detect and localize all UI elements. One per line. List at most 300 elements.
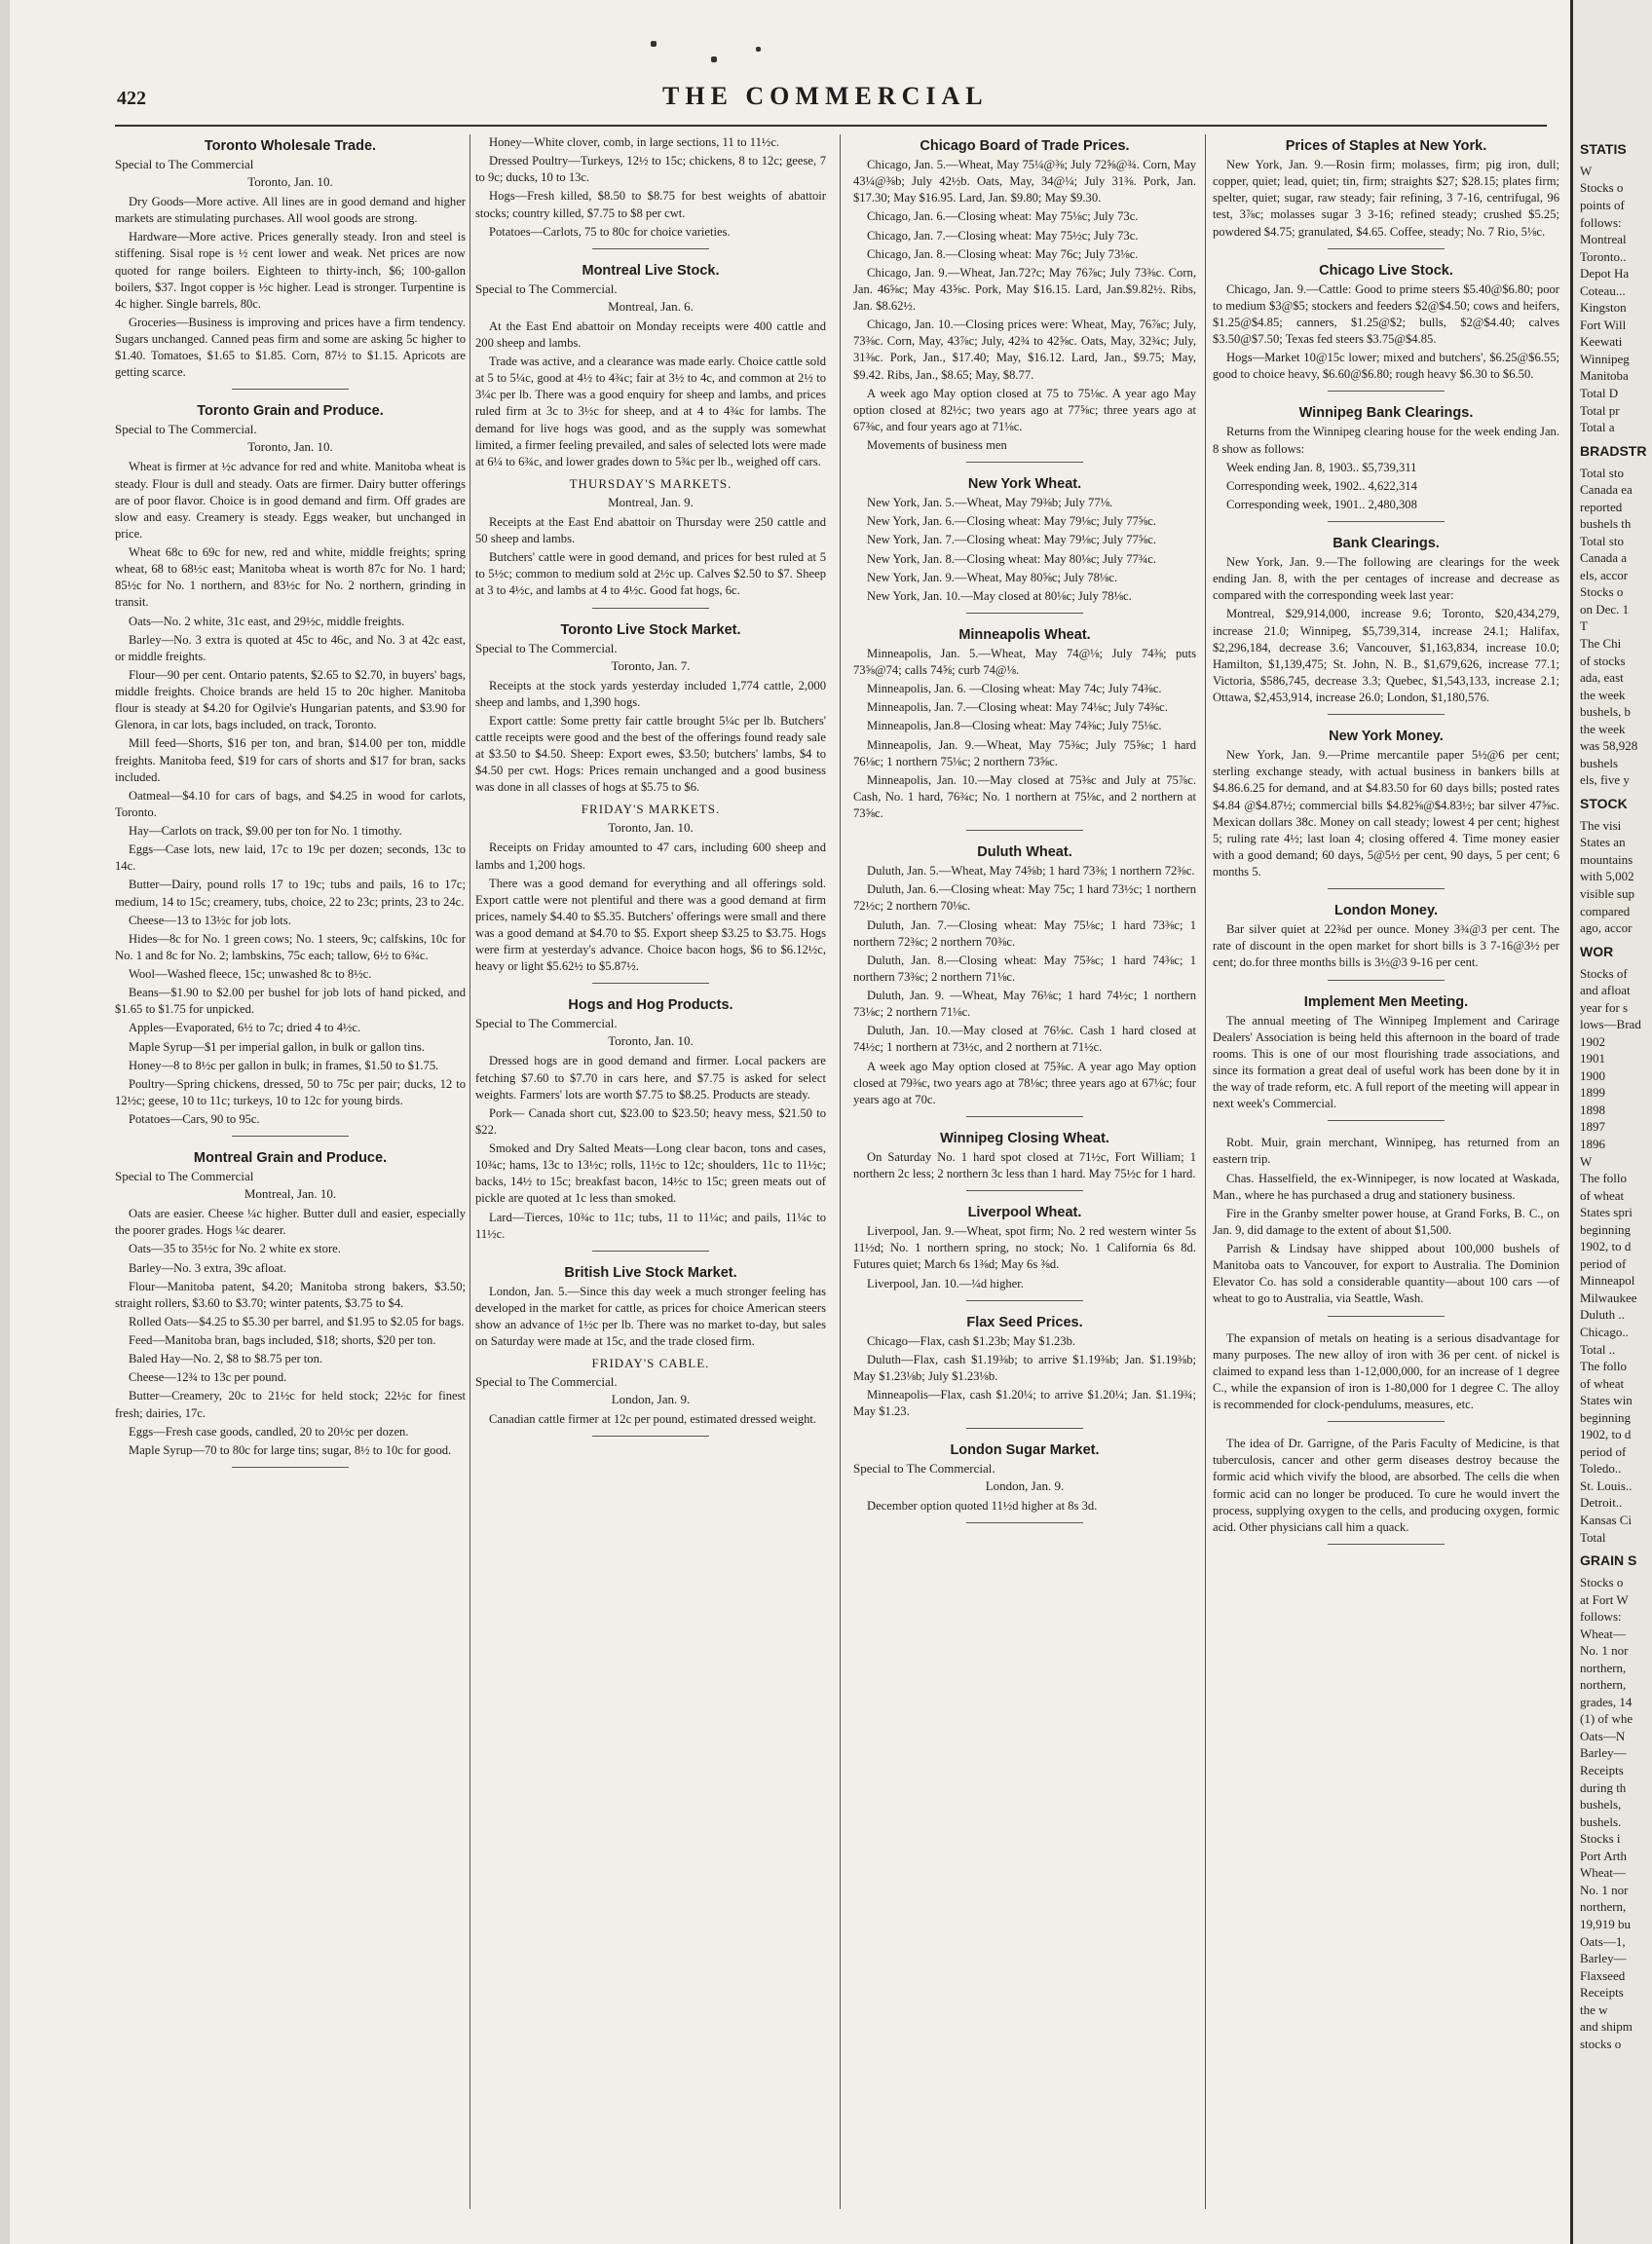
article-paragraph: Oats—No. 2 white, 31c east, and 29½c, middle freights. [129, 614, 405, 628]
column-divider [840, 134, 841, 2209]
article-paragraph: Hogs—Market 10@15c lower; mixed and butchers', $6.25@$6.55; good to choice heavy, $6.60@$6.80; rough heavy $6.30 to $6.50. [1213, 351, 1559, 382]
article-end-rule [966, 1522, 1083, 1523]
article-byline: Special to The Commercial. [475, 1374, 618, 1390]
column-divider [469, 134, 470, 2209]
article-paragraph: Potatoes—Cars, 90 to 95c. [129, 1112, 260, 1126]
header-rule [115, 125, 1547, 127]
next-page-text-fragment: Stocks i [1580, 1831, 1621, 1847]
article-paragraph: Chas. Hasselfield, the ex-Winnipeger, is now located at Waskada, Man., where he has purchased a drug and stationery business. [1213, 1171, 1559, 1202]
article-end-rule [592, 1251, 709, 1252]
article-paragraph: Dry Goods—More active. All lines are in good demand and higher markets are stimulating purchases. All wool goods are strong. [115, 195, 466, 226]
article [1213, 1330, 1559, 1423]
article-title: Winnipeg Closing Wheat. [940, 1130, 1109, 1146]
next-page-fragment-column [1580, 134, 1652, 2209]
next-page-text-fragment: Total a [1580, 420, 1615, 435]
article-paragraph: Fire in the Granby smelter power house, at Grand Forks, B. C., on Jan. 9, did damage to the extent of about $1,500. [1213, 1206, 1559, 1237]
article-paragraph: Minneapolis, Jan. 9.—Wheat, May 75⅜c; July 75⅝c; 1 hard 76⅛c; 1 northern 75⅛c; 2 northern 73⅝c. [853, 737, 1196, 768]
article-paragraph: Minneapolis, Jan. 5.—Wheat, May 74@⅛; July 74⅜; puts 73⅝@74; calls 74⅝; curb 74@⅛. [853, 646, 1196, 677]
article-paragraph: Parrish & Lindsay have shipped about 100,000 bushels of Manitoba oats to Vancouver, for export to Australia. The Dominion Elevator Co. has sold a considerable quantity—about 100 cars —of wheat to go to Australia, via Seattle, Wash. [1213, 1242, 1559, 1306]
article-end-rule [232, 1467, 349, 1468]
next-page-text-fragment: on Dec. 1 [1580, 601, 1630, 617]
binding-mark [651, 41, 657, 47]
next-page-text-fragment: follows: [1580, 1609, 1622, 1625]
next-page-text-fragment: The follo [1580, 1171, 1628, 1186]
next-page-text-fragment: the week [1580, 721, 1626, 736]
next-page-text-fragment: Barley— [1580, 1745, 1627, 1761]
article-paragraph: Week ending Jan. 8, 1903.. $5,739,311 [1226, 460, 1417, 474]
next-page-text-fragment: was 58,928 [1580, 738, 1638, 754]
article-dateline: Toronto, Jan. 10. [608, 1033, 694, 1049]
article-dateline: Toronto, Jan. 10. [247, 439, 333, 455]
article-paragraph: Duluth, Jan. 10.—May closed at 76⅛c. Cash 1 hard closed at 74½c; 1 northern at 73½c, and 2 northern at 71½c. [853, 1024, 1196, 1055]
article-paragraph: Duluth, Jan. 5.—Wheat, May 74⅝b; 1 hard 73⅜; 1 northern 72⅜c. [867, 864, 1195, 879]
next-page-text-fragment: Winnipeg [1580, 351, 1630, 366]
article-paragraph: New York, Jan. 9.—The following are clearings for the week ending Jan. 8, with the per centages of increase and decrease as compared with the corresponding week last year: [1213, 555, 1559, 603]
next-page-text-fragment: bushels. [1580, 1814, 1622, 1829]
next-page-text-fragment: grades, 14 [1580, 1694, 1633, 1709]
article-dateline: Montreal, Jan. 9. [608, 494, 694, 509]
article-paragraph: Poultry—Spring chickens, dressed, 50 to 75c per pair; ducks, 12 to 12½c; geese, 10 to 11c; turkeys, 10 to 12c for young birds. [115, 1076, 466, 1107]
next-page-text-fragment: bushels [1580, 755, 1618, 770]
next-page-text-fragment: States win [1580, 1393, 1633, 1408]
article-end-rule [232, 389, 349, 390]
article-paragraph: Hides—8c for No. 1 green cows; No. 1 steers, 9c; calfskins, 10c for No. 1 and 8c for No. 2; lambskins, 75c each; tallow, 6½ to 6¾c. [115, 931, 466, 962]
article-end-rule [966, 1300, 1083, 1301]
next-page-text-fragment: beginning [1580, 1221, 1631, 1237]
article-end-rule [1328, 521, 1445, 522]
article-title: Winnipeg Bank Clearings. [1298, 405, 1474, 422]
article [853, 1442, 1196, 1523]
article-end-rule [966, 1116, 1083, 1117]
next-page-text-fragment: and shipm [1580, 2019, 1633, 2035]
next-page-text-fragment: W [1580, 163, 1593, 178]
article-paragraph: Maple Syrup—70 to 80c for large tins; sugar, 8½ to 10c for good. [129, 1442, 452, 1457]
article-paragraph: Honey—White clover, comb, in large sections, 11 to 11½c. [489, 135, 780, 149]
article [115, 1150, 466, 1468]
next-page-text-fragment: Toledo.. [1580, 1461, 1622, 1477]
article [853, 844, 1196, 1117]
article-paragraph: Butter—Creamery, 20c to 21½c for held stock; 22½c for finest fresh; dairies, 17c. [115, 1389, 466, 1420]
article-paragraph: Beans—$1.90 to $2.00 per bushel for job lots of hand picked, and $1.65 to $1.75 for unpicked. [115, 986, 466, 1017]
article-end-rule [966, 462, 1083, 463]
next-page-text-fragment: visible sup [1580, 886, 1634, 901]
next-page-text-fragment: Toronto.. [1580, 248, 1627, 264]
article-paragraph: Chicago, Jan. 9.—Wheat, Jan.72?c; May 76⅞c; July 73⅜c. Corn, Jan. 46⅝c; May 43⅝c. Pork, May $16.15. Lard, Jan.$9.82½. Ribs, Jan. $8.62½. [853, 265, 1196, 313]
next-page-text-fragment: Milwaukee [1580, 1290, 1637, 1305]
article-paragraph: Oats—35 to 35½c for No. 2 white ex store. [129, 1242, 341, 1256]
article-paragraph: New York, Jan. 9.—Prime mercantile paper 5½@6 per cent; sterling exchange steady, with actual business in bankers bills at $4.86.6.25 for demand, and at $4.83.50 for 60 days bills; posted rates $4.84 @$4.87½; commercial bills $4.82⅝@$4.83½; bar silver 47⅝c. Mexican dollars 38c. Money on call steady; lowest 4 per cent; highest 5; ruling rate 4½; last loan 4; closing offered 4. Time money easier with a good demand; 60 days, 5@5½ per cent, 90 days, 5 per cent; 6 months 5. [1213, 748, 1559, 879]
next-page-text-fragment: W [1580, 1153, 1593, 1169]
article-paragraph: Receipts at the East End abattoir on Thursday were 250 cattle and 50 sheep and lambs. [475, 514, 826, 545]
article-end-rule [1328, 248, 1445, 249]
column-3 [853, 134, 1196, 2209]
article-subhead: THURSDAY'S MARKETS. [569, 475, 732, 491]
article-paragraph: Export cattle: Some pretty fair cattle brought 5¼c per lb. Butchers' cattle receipts were good and the best of the offerings found ready sale at $3.50 to $4.50. Sheep: Export ewes, $3.50; butchers' lambs, $4 to $4.50 per cwt. Hogs: Prices remain unchanged and a good business was done in all classes of hogs at $5.75 to $6. [475, 713, 826, 795]
article-paragraph: Potatoes—Carlots, 75 to 80c for choice varieties. [489, 224, 731, 239]
page-title: THE COMMERCIAL [662, 82, 989, 110]
next-page-text-fragment: bushels th [1580, 516, 1632, 532]
article-paragraph: Lard—Tierces, 10¾c to 11c; tubs, 11 to 11¼c; and pails, 11¼c to 11½c. [475, 1210, 826, 1241]
article-byline: Special to The Commercial. [853, 1461, 995, 1477]
article-dateline: Toronto, Jan. 7. [611, 657, 691, 673]
binding-mark [756, 47, 761, 52]
article-paragraph: Baled Hay—No. 2, $8 to $8.75 per ton. [129, 1352, 323, 1366]
next-page-text-fragment: Coteau... [1580, 282, 1626, 298]
next-page-text-fragment: 1899 [1580, 1085, 1605, 1101]
article-paragraph: Dressed Poultry—Turkeys, 12½ to 15c; chickens, 8 to 12c; geese, 7 to 9c; ducks, 10 to 13c. [475, 154, 826, 185]
article-paragraph: At the East End abattoir on Monday receipts were 400 cattle and 200 sheep and lambs. [475, 318, 826, 350]
page-header [117, 82, 1539, 121]
article-end-rule [1328, 391, 1445, 392]
next-page-text-fragment: GRAIN S [1580, 1552, 1637, 1569]
article-dateline: Toronto, Jan. 10. [608, 820, 694, 836]
next-page-text-fragment: The follo [1580, 1359, 1628, 1374]
next-page-text-fragment: STATIS [1580, 141, 1627, 157]
article-title: Toronto Wholesale Trade. [204, 138, 377, 154]
next-page-text-fragment: during th [1580, 1779, 1627, 1795]
article-paragraph: Dressed hogs are in good demand and firmer. Local packers are fetching $7.60 to $7.70 in cars here, and $7.75 is asked for select weights. Farmers' lots are worth $7.75 to $8.25. Products are steady. [475, 1054, 826, 1102]
article-paragraph: Chicago, Jan. 6.—Closing wheat: May 75⅛c; July 73c. [867, 209, 1139, 224]
next-page-text-fragment: Minneapol [1580, 1273, 1635, 1289]
article-title: Chicago Live Stock. [1319, 262, 1453, 279]
next-page-text-fragment: Montreal [1580, 232, 1627, 247]
article-paragraph: Mill feed—Shorts, $16 per ton, and bran, $14.00 per ton, middle freights. Manitoba feed, $19 for cars of shorts and $17 for bran, sacks included. [115, 736, 466, 784]
article-paragraph: Robt. Muir, grain merchant, Winnipeg, has returned from an eastern trip. [1213, 1136, 1559, 1167]
article-paragraph: Oatmeal—$4.10 for cars of bags, and $4.25 in wood for carlots, Toronto. [115, 788, 466, 819]
article-end-rule [966, 1428, 1083, 1429]
article-paragraph: Bar silver quiet at 22⅜d per ounce. Money 3¾@3 per cent. The rate of discount in the open market for short bills is 3 7-16@3½ per cent; do.for three months bills is 3½@3 9-16 per cent. [1213, 922, 1559, 970]
article-paragraph: Eggs—Case lots, new laid, 17c to 19c per dozen; seconds, 13c to 14c. [115, 842, 466, 874]
article-paragraph: There was a good demand for everything and all offerings sold. Export cattle were not plentiful and there was a good demand at firm prices, namely $4.40 to $5.35. Butchers' offerings were small and there was a good demand at $4.70 to $5. Export sheep $3.25 to $3.75. Hogs were firm at yesterday's advance. Choice bacon hogs, $6 to $6.12½c, heavy or light $5.62½ to $5.87½. [475, 876, 826, 974]
article-paragraph: Eggs—Fresh case goods, candled, 20 to 20½c per dozen. [129, 1424, 409, 1439]
article-title: London Money. [1333, 903, 1439, 919]
article-end-rule [1328, 1421, 1445, 1422]
next-page-text-fragment: 19,919 bu [1580, 1916, 1631, 1931]
next-page-text-fragment: St. Louis.. [1580, 1477, 1633, 1493]
article-end-rule [1328, 1544, 1445, 1545]
article-paragraph: December option quoted 11½d higher at 8s 3d. [867, 1499, 1098, 1514]
next-page-text-fragment: northern, [1580, 1660, 1627, 1675]
next-page-text-fragment: Stocks o [1580, 1575, 1624, 1590]
next-page-text-fragment: at Fort W [1580, 1591, 1629, 1607]
next-page-text-fragment: Total sto [1580, 465, 1624, 480]
article-title: Prices of Staples at New York. [1285, 138, 1487, 154]
article-title: New York Wheat. [967, 476, 1082, 493]
article-byline: Special to The Commercial. [475, 1016, 618, 1031]
article-end-rule [1328, 1120, 1445, 1121]
article-paragraph: Barley—No. 3 extra is quoted at 45c to 46c, and No. 3 at 42c east, or middle freights. [115, 632, 466, 663]
next-page-text-fragment: the week [1580, 687, 1626, 702]
article-paragraph: Feed—Manitoba bran, bags included, $18; shorts, $20 per ton. [129, 1333, 436, 1347]
article-paragraph: Chicago—Flax, cash $1.23b; May $1.23b. [867, 1333, 1076, 1348]
article-paragraph: A week ago May option closed at 75⅜c. A year ago May option closed at 79⅜c, two years ago at 78⅛c; three years ago at 67⅛c; four years ago at 70c. [853, 1059, 1196, 1106]
next-page-text-fragment: reported [1580, 499, 1623, 514]
article [475, 1265, 826, 1438]
page-number: 422 [117, 88, 146, 109]
article-byline: Special to The Commercial. [475, 280, 618, 296]
next-page-text-fragment: States an [1580, 835, 1626, 850]
article-paragraph: Hogs—Fresh killed, $8.50 to $8.75 for best weights of abattoir stocks; country killed, $7.75 to $8 per cwt. [475, 189, 826, 220]
article [115, 403, 466, 1137]
article-byline: Special to The Commercial. [115, 422, 257, 437]
article-paragraph: Liverpool, Jan. 10.—¼d higher. [867, 1276, 1024, 1290]
next-page-text-fragment: and afloat [1580, 983, 1631, 998]
next-page-text-fragment: Depot Ha [1580, 266, 1630, 281]
article-paragraph: Oats are easier. Cheese ¼c higher. Butter dull and easier, especially the poorer grades. Hogs ¼c dearer. [115, 1207, 466, 1238]
next-page-text-fragment: Total .. [1580, 1341, 1616, 1357]
next-page-text-fragment: mountains [1580, 851, 1633, 867]
next-page-text-fragment: period of [1580, 1443, 1627, 1459]
article-paragraph: Corresponding week, 1902.. 4,622,314 [1226, 478, 1417, 493]
next-page-text-fragment: Canada a [1580, 550, 1628, 566]
article-paragraph: Butchers' cattle were in good demand, and prices for best ruled at 5 to 5½c; common to medium sold at 2½c up. Calves $2.50 to $7. Sheep at 3 to 4½c, and lambs at 4 to 4½c. Good fat hogs, 6c. [475, 550, 826, 598]
article-dateline: Montreal, Jan. 6. [608, 298, 694, 314]
next-page-text-fragment: Oats—1, [1580, 1933, 1626, 1949]
article-paragraph: Returns from the Winnipeg clearing house for the week ending Jan. 8 show as follows: [1213, 425, 1559, 456]
article-paragraph: Butter—Dairy, pound rolls 17 to 19c; tubs and pails, 16 to 17c; medium, 14 to 15c; creamery, tubs, choice, 22 to 23c; prints, 23 to 24c. [115, 878, 466, 909]
article-title: London Sugar Market. [950, 1442, 1100, 1459]
next-page-text-fragment: Total D [1580, 386, 1619, 400]
article-paragraph: Pork— Canada short cut, $23.00 to $23.50; heavy mess, $21.50 to $22. [475, 1105, 826, 1137]
article-paragraph: Minneapolis, Jan. 6. —Closing wheat: May 74c; July 74⅜c. [867, 682, 1162, 696]
article-dateline: London, Jan. 9. [985, 1478, 1065, 1494]
next-page-text-fragment: Canada ea [1580, 482, 1633, 498]
next-page-text-fragment: Total [1580, 1529, 1606, 1545]
column-1 [115, 134, 466, 2209]
article-end-rule [966, 613, 1083, 614]
article-paragraph: Barley—No. 3 extra, 39c afloat. [129, 1260, 286, 1275]
next-page-text-fragment: ada, east [1580, 670, 1624, 686]
article-end-rule [592, 1436, 709, 1437]
article-paragraph: Receipts on Friday amounted to 47 cars, including 600 sheep and lambs and 1,200 hogs. [475, 841, 826, 872]
article-end-rule [1328, 1316, 1445, 1317]
article-paragraph: Duluth—Flax, cash $1.19⅜b; to arrive $1.19⅜b; Jan. $1.19⅜b; May $1.23⅛b; July $1.23⅛b. [853, 1352, 1196, 1383]
article-paragraph: Honey—8 to 8½c per gallon in bulk; in frames, $1.50 to $1.75. [129, 1058, 439, 1072]
article-paragraph: The expansion of metals on heating is a serious disadvantage for many purposes. The new alloy of iron with 36 per cent. of nickel is claimed to expand less than 1-12,000,000, for an increase of 1 degree C., while the expansion of iron is 1-80,000 for 1 degree C. The alloy is recommended for clock-pendulums, measures, etc. [1213, 1330, 1559, 1411]
article-end-rule [1328, 888, 1445, 889]
article-byline: Special to The Commercial [115, 157, 254, 171]
article-paragraph: Groceries—Business is improving and prices have a firm tendency. Sugars unchanged. Canned peas firm and some are asking 5c higher to $1.40. Tomatoes, $1.65 to $1.85. Corn, 87½ to $1.15. Apricots are getting scarce. [115, 315, 466, 380]
article-title: Montreal Live Stock. [582, 262, 720, 279]
article [475, 997, 826, 1251]
next-page-text-fragment: 1897 [1580, 1119, 1605, 1135]
next-page-text-fragment: 1901 [1580, 1051, 1605, 1066]
article-paragraph: Chicago, Jan. 7.—Closing wheat: May 75½c; July 73c. [867, 228, 1139, 243]
article [475, 622, 826, 985]
next-page-text-fragment: Stocks o [1580, 584, 1624, 600]
next-page-text-fragment: 1896 [1580, 1137, 1605, 1151]
article [1213, 405, 1559, 522]
next-page-text-fragment: els, accor [1580, 567, 1629, 582]
article-title: Toronto Live Stock Market. [560, 621, 741, 638]
article-title: Bank Clearings. [1333, 536, 1440, 551]
article-end-rule [232, 1136, 349, 1137]
article [1213, 263, 1559, 393]
article-paragraph: London, Jan. 5.—Since this day week a much stronger feeling has developed in the market for cattle, as prices for choice American steers show an advance of 1½c per lb. There was no market to-day, but sales on Saturday were made at 15c, and the trade closed firm. [475, 1284, 826, 1349]
article-dateline: Toronto, Jan. 10. [247, 174, 333, 189]
next-page-text-fragment: beginning [1580, 1409, 1631, 1425]
article-paragraph: Minneapolis—Flax, cash $1.20¼; to arrive $1.20¼; Jan. $1.19¾; May $1.23. [853, 1388, 1196, 1419]
next-page-text-fragment: STOCK [1580, 795, 1628, 811]
next-page-text-fragment: compared [1580, 903, 1631, 918]
article-paragraph: New York, Jan. 10.—May closed at 80⅛c; July 78⅛c. [867, 588, 1132, 603]
next-page-text-fragment: 1898 [1580, 1102, 1605, 1117]
next-page-text-fragment: with 5,002 [1580, 869, 1634, 884]
next-page-text-fragment: Stocks o [1580, 180, 1624, 196]
article [853, 1131, 1196, 1191]
article-end-rule [966, 830, 1083, 831]
article-paragraph: Hay—Carlots on track, $9.00 per ton for No. 1 timothy. [129, 824, 402, 838]
next-page-text-fragment: Total sto [1580, 533, 1624, 548]
article-paragraph: Rolled Oats—$4.25 to $5.30 per barrel, and $1.95 to $2.05 for bags. [129, 1314, 465, 1328]
article-paragraph: Hardware—More active. Prices generally steady. Iron and steel is stiffening. Sisal rope is ½ cent lower and weak. Net prices are now quoted for range boilers. Eighteen to thirty-inch, $6; 100-gallon boilers, $37. Ingot copper is ½c higher. Lead is stronger. Turpentine is 4c higher. Single barrels, 80c. [115, 230, 466, 311]
next-page-text-fragment: Port Arth [1580, 1848, 1628, 1863]
article-paragraph: Duluth, Jan. 8.—Closing wheat: May 75⅜c; 1 hard 74⅜c; 1 northern 73⅜c; 2 northern 71⅛c. [853, 953, 1196, 984]
article [853, 476, 1196, 614]
scan-left-edge [0, 0, 10, 2244]
next-page-text-fragment: Oats—N [1580, 1728, 1626, 1743]
article-paragraph: New York, Jan. 8.—Closing wheat: May 80⅛c; July 77¾c. [867, 551, 1156, 566]
article-paragraph: Duluth, Jan. 6.—Closing wheat: May 75c; 1 hard 73½c; 1 northern 72½c; 2 northern 70⅛c. [853, 882, 1196, 914]
next-page-text-fragment: BRADSTR [1580, 442, 1647, 459]
next-page-text-fragment: 1900 [1580, 1067, 1605, 1083]
next-page-text-fragment: Receipts [1580, 1985, 1624, 2001]
article-paragraph: Cheese—13 to 13½c for job lots. [129, 913, 291, 927]
next-page-text-fragment: Chicago.. [1580, 1325, 1629, 1340]
article-title: Chicago Board of Trade Prices. [920, 138, 1130, 154]
next-page-text-fragment: bushels, b [1580, 704, 1631, 720]
article [1213, 994, 1559, 1122]
article [1213, 1436, 1559, 1545]
next-page-text-fragment: Receipts [1580, 1763, 1624, 1778]
column-2 [475, 134, 826, 2209]
next-page-text-fragment: lows—Brad [1580, 1017, 1641, 1032]
article-title: Flax Seed Prices. [966, 1314, 1083, 1330]
next-page-text-fragment: of wheat [1580, 1187, 1625, 1203]
next-page-text-fragment: Keewati [1580, 334, 1623, 350]
article [1213, 903, 1559, 980]
next-page-text-fragment: year for s [1580, 999, 1629, 1015]
next-page-text-fragment: bushels, [1580, 1797, 1622, 1813]
article-dateline: Montreal, Jan. 10. [244, 1186, 337, 1202]
article-title: British Live Stock Market. [564, 1264, 737, 1281]
article-paragraph: Minneapolis, Jan. 7.—Closing wheat: May 74⅛c; July 74⅜c. [867, 700, 1168, 715]
article-paragraph: Wheat is firmer at ½c advance for red and white. Manitoba wheat is steady. Flour is dull and steady. Oats are firmer. Dairy butter offerings are of poor flavor. Choice is in good demand and firm. Off grades are slow and easy. Creamery is steady. Eggs weaker, but unchanged in price. [115, 460, 466, 541]
article [115, 138, 466, 390]
next-page-text-fragment: 1902, to d [1580, 1427, 1632, 1442]
article-paragraph: Chicago, Jan. 8.—Closing wheat: May 76c; July 73⅛c. [867, 246, 1139, 261]
article-paragraph: Smoked and Dry Salted Meats—Long clear bacon, tons and cases, 10¾c; hams, 13c to 13½c; rolls, 11½c to 12c; shoulders, 11c to 11½c; backs, 14½ to 15c; breakfast bacon, 14½c to 15c; green meats out of pickle are quoted at 1c less than smoked. [475, 1141, 826, 1206]
next-page-text-fragment: of wheat [1580, 1375, 1625, 1391]
article-title: Toronto Grain and Produce. [197, 403, 384, 420]
next-page-text-fragment: No. 1 nor [1580, 1643, 1629, 1659]
article-paragraph: Cheese—12¾ to 13c per pound. [129, 1370, 287, 1385]
next-page-text-fragment: Wheat— [1580, 1865, 1626, 1881]
article-title: Implement Men Meeting. [1303, 993, 1469, 1010]
article-end-rule [1328, 714, 1445, 715]
article-title: Liverpool Wheat. [967, 1205, 1082, 1221]
article-paragraph: Wheat 68c to 69c for new, red and white, middle freights; spring wheat, 68 to 68½c east; Manitoba wheat is worth 87c for No. 1 hard; 85½c for No. 1 northern, and 83½c for No. 2 northern, grinding in transit. [115, 545, 466, 610]
article-paragraph: Movements of business men [867, 438, 1007, 452]
article [475, 263, 826, 609]
article-end-rule [592, 248, 709, 249]
next-page-text-fragment: No. 1 nor [1580, 1882, 1629, 1897]
article [853, 627, 1196, 831]
article-paragraph: Chicago, Jan. 10.—Closing prices were: Wheat, May, 76⅞c; July, 73⅜c. Corn, May, 43⅞c; July, 42¾ to 42⅝c. Oats, May, 32¾c; July, 31⅜c. Pork, Jan., $17.40; May, $16.12. Lard, Jan., $9.75; May, $9.42. Ribs, Jan., $8.65; May, $8.77. [853, 318, 1196, 382]
article-paragraph: Trade was active, and a clearance was made early. Choice cattle sold at 5 to 5¼c, good at 4½ to 4¾c; fair at 3½ to 4c, and common at 2½ to 3¼c per lb. There was a good enquiry for sheep and lambs, and prices ruled firm at 3c to 3½c for sheep, and at 4 to 4¾c for lambs. The demand for live hogs was good, and as the supply was somewhat limited, a firmer feeling prevailed, and sales of selected lots were made at 6¼ to 6¾c, and lower grades down to 5¾c per lb., weighed off cars. [475, 355, 826, 468]
article-end-rule [966, 1190, 1083, 1191]
next-page-text-fragment: Manitoba [1580, 368, 1629, 384]
article-title: Duluth Wheat. [977, 844, 1072, 861]
article-paragraph: Chicago, Jan. 9.—Cattle: Good to prime steers $5.40@$6.80; poor to medium $3@$5; stockers and feeders $2@$4.50; cows and heifers, $1.25@$4.85; canners, $1.25@$2; bulls, $2@$4.40; calves $3.50@$7.50; Texas fed steers $3.75@$4.85. [1213, 281, 1559, 346]
next-page-text-fragment: 1902, to d [1580, 1239, 1632, 1254]
article-title: New York Money. [1329, 729, 1444, 745]
next-page-text-fragment: (1) of whe [1580, 1711, 1633, 1727]
next-page-text-fragment: The visi [1580, 817, 1622, 833]
next-page-text-fragment: T [1580, 618, 1588, 634]
article-paragraph: Chicago, Jan. 5.—Wheat, May 75¼@⅜; July 72⅝@¾. Corn, May 43¼@⅜b; July 42½b. Oats, May, 34@¼; July 31⅜. Pork, Jan. $17.30; May $16.95. Lard, Jan. $9.80; May $9.30. [853, 158, 1196, 206]
article [1213, 729, 1559, 889]
next-page-text-fragment: Kingston [1580, 300, 1627, 316]
article-paragraph: Canadian cattle firmer at 12c per pound, estimated dressed weight. [489, 1412, 817, 1427]
article-paragraph: Apples—Evaporated, 6½ to 7c; dried 4 to 4½c. [129, 1021, 361, 1035]
next-page-text-fragment: The Chi [1580, 636, 1622, 651]
article-paragraph: On Saturday No. 1 hard spot closed at 71½c, Fort William; 1 northern 2c less; 2 northern 3c less than 1 hard. May 75½c for 1 hard. [853, 1149, 1196, 1180]
next-page-text-fragment: the w [1580, 2001, 1608, 2017]
next-page-text-fragment: els, five y [1580, 772, 1630, 788]
next-page-text-fragment: period of [1580, 1255, 1627, 1271]
article-end-rule [592, 608, 709, 609]
article-paragraph: New York, Jan. 9.—Rosin firm; molasses, firm; pig iron, dull; copper, quiet; lead, quiet; tin, firm; straights $27; $28.15; plates firm; spelter, quiet; sugar, raw steady; fair refining, 3 7-16, centrifugal, 96 test, 3⅞c; molasses sugar 3 3-16; refined steady; crushed $5.25; powdered $4.75; granulated, $4.65. Coffee, steady; No. 7 Rio, 5⅛c. [1213, 158, 1559, 239]
next-page-text-fragment: States spri [1580, 1205, 1633, 1220]
article-paragraph: Receipts at the stock yards yesterday included 1,774 cattle, 2,000 sheep and lambs, and 1,390 hogs. [475, 678, 826, 709]
next-page-text-fragment: ago, accor [1580, 920, 1633, 936]
article-paragraph: Duluth, Jan. 7.—Closing wheat: May 75⅛c; 1 hard 73⅜c; 1 northern 72⅜c; 2 northern 70⅜c. [853, 917, 1196, 949]
next-page-text-fragment: Duluth .. [1580, 1307, 1625, 1323]
article-subhead: FRIDAY'S CABLE. [591, 1356, 710, 1371]
next-page-text-fragment: Detroit.. [1580, 1495, 1623, 1511]
article-dateline: London, Jan. 9. [611, 1392, 691, 1407]
next-page-text-fragment: follows: [1580, 214, 1622, 230]
next-page-text-fragment: stocks o [1580, 2036, 1622, 2051]
article [1213, 138, 1559, 249]
article [1213, 536, 1559, 715]
article-title: Minneapolis Wheat. [958, 626, 1091, 643]
next-page-text-fragment: Stocks of [1580, 965, 1628, 981]
next-page-text-fragment: WOR [1580, 943, 1614, 959]
column-4 [1213, 134, 1559, 2209]
next-page-text-fragment: Kansas Ci [1580, 1513, 1633, 1528]
article-paragraph: Maple Syrup—$1 per imperial gallon, in bulk or gallon tins. [129, 1039, 425, 1054]
article [1213, 1135, 1559, 1316]
article-paragraph: The annual meeting of The Winnipeg Implement and Carirage Dealers' Association is being held this afternoon in the board of trade rooms. This is one of our most flourishing trade associations, and since its formation a great deal of useful work has been done by it in the way of trade reform, etc. A full report of the meeting will appear in next week's Commercial. [1213, 1013, 1559, 1111]
next-page-text-fragment: Total pr [1580, 402, 1620, 418]
article-paragraph: Minneapolis, Jan.8—Closing wheat: May 74⅜c; July 75⅛c. [867, 719, 1162, 733]
article [853, 138, 1196, 463]
article-paragraph: Liverpool, Jan. 9.—Wheat, spot firm; No. 2 red western winter 5s 11½d; No. 1 northern spring, no stock; No. 1 California 6s 8d. Futures quiet; March 6s 1⅜d; May 6s ⅜d. [853, 1224, 1196, 1272]
article-paragraph: Corresponding week, 1901.. 2,480,308 [1226, 497, 1417, 511]
binding-mark [711, 56, 717, 62]
article-paragraph: A week ago May option closed at 75 to 75⅛c. A year ago May option closed at 82½c; two years ago at 77⅝c; three years ago at 67⅜c, and four years ago at 71⅛c. [853, 386, 1196, 433]
article [853, 1205, 1196, 1301]
article-paragraph: Duluth, Jan. 9. —Wheat, May 76⅛c; 1 hard 74½c; 1 northern 73⅛c; 2 northern 71⅛c. [853, 989, 1196, 1020]
next-page-text-fragment: northern, [1580, 1899, 1627, 1915]
article-paragraph: Minneapolis, Jan. 10.—May closed at 75⅜c and July at 75⅞c. Cash, No. 1 hard, 76¾c; No. 1 northern at 75⅛c, and 2 northern at 73⅝c. [853, 772, 1196, 820]
article-end-rule [592, 983, 709, 984]
article-byline: Special to The Commercial [115, 1169, 254, 1184]
next-page-text-fragment: Wheat— [1580, 1626, 1626, 1641]
next-page-text-fragment: northern, [1580, 1677, 1627, 1693]
